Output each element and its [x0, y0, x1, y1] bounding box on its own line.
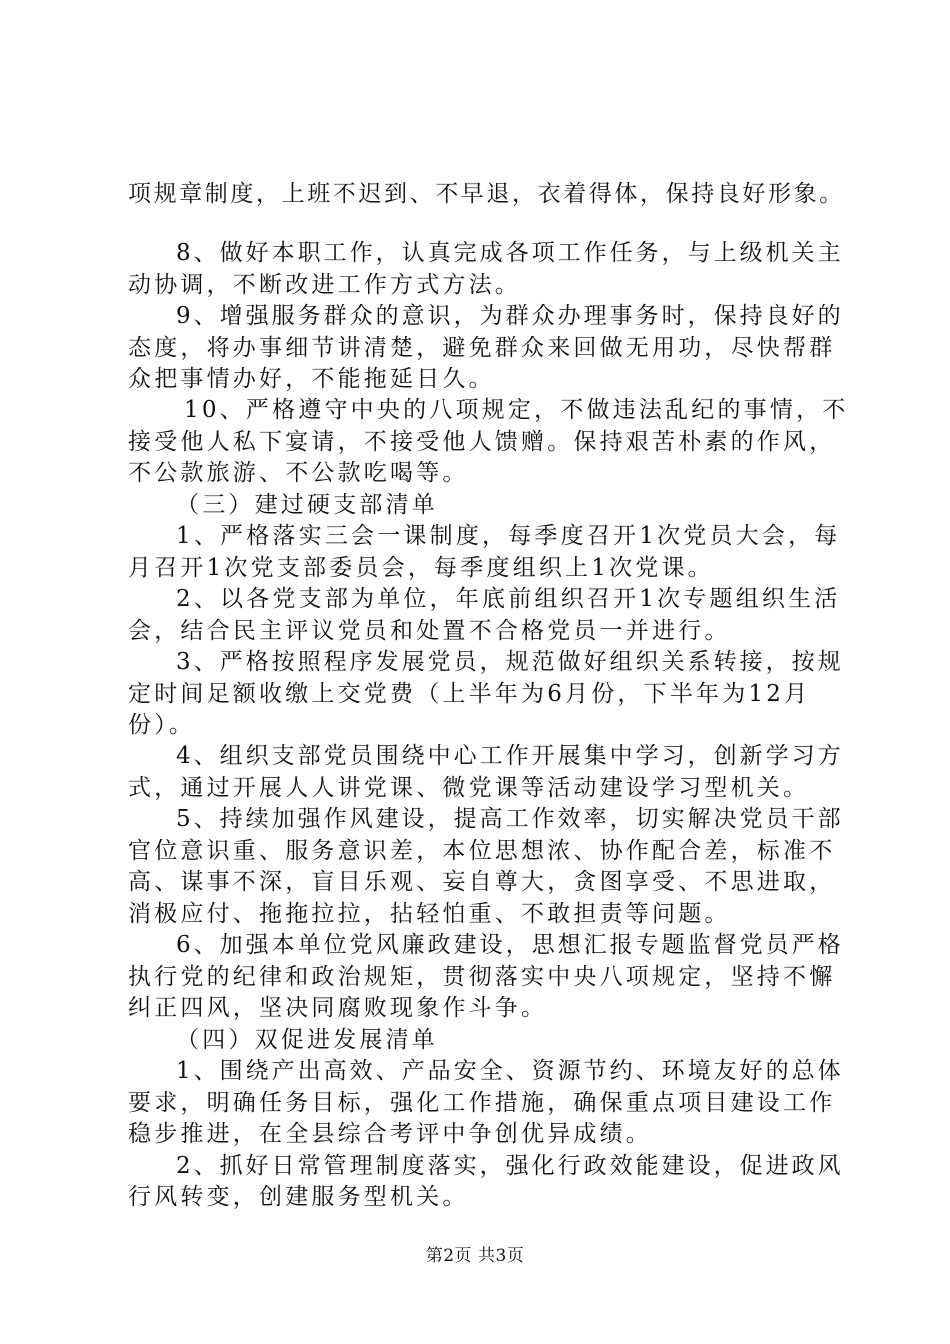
paragraph-line: 式，通过开展人人讲党课、微党课等活动建设学习型机关。: [128, 775, 810, 801]
paragraph-line: 5、持续加强作风建设，提高工作效率，切实解决党员干部: [176, 806, 844, 832]
paragraph-line: 2、抓好日常管理制度落实，强化行政效能建设，促进政风: [176, 1153, 844, 1179]
paragraph-line: 份）。: [128, 712, 196, 738]
paragraph-line: 2、以各党支部为单位，年底前组织召开1次专题组织生活: [176, 586, 841, 612]
paragraph-line: 众把事情办好，不能拖延日久。: [128, 366, 495, 392]
paragraph-line: 定时间足额收缴上交党费（上半年为6月份，下半年为12月: [128, 681, 811, 707]
paragraph-line: 3、严格按照程序发展党员，规范做好组织关系转接，按规: [176, 649, 844, 675]
paragraph-line: 10、严格遵守中央的八项规定，不做违法乱纪的事情，不: [184, 397, 849, 423]
paragraph-line: 执行党的纪律和政治规矩，贯彻落实中央八项规定，坚持不懈: [128, 964, 836, 990]
paragraph-line: 消极应付、拖拖拉拉，拈轻怕重、不敢担责等问题。: [128, 901, 731, 927]
paragraph-line: 4、组织支部党员围绕中心工作开展集中学习，创新学习方: [176, 743, 844, 769]
paragraph-line: 9、增强服务群众的意识，为群众办理事务时，保持良好的: [176, 303, 844, 329]
paragraph-line: 1、严格落实三会一课制度，每季度召开1次党员大会，每: [176, 523, 841, 549]
paragraph-line: 动协调，不断改进工作方式方法。: [128, 272, 521, 298]
paragraph-line: 接受他人私下宴请，不接受他人馈赠。保持艰苦朴素的作风，: [128, 429, 836, 455]
page-number-footer: 第2页 共3页: [425, 1246, 525, 1266]
paragraph-line: 官位意识重、服务意识差，本位思想浓、协作配合差，标准不: [128, 838, 836, 864]
paragraph-line: 高、谋事不深，盲目乐观、妄自尊大，贪图享受、不思进取，: [128, 869, 836, 895]
paragraph-line: 态度，将办事细节讲清楚，避免群众来回做无用功，尽快帮群: [128, 335, 836, 361]
paragraph-line: 要求，明确任务目标，强化工作措施，确保重点项目建设工作: [128, 1090, 836, 1116]
paragraph-line: 8、做好本职工作，认真完成各项工作任务，与上级机关主: [176, 240, 844, 266]
section-heading: （三）建过硬支部清单: [176, 492, 438, 518]
paragraph-line: 行风转变，创建服务型机关。: [128, 1184, 469, 1210]
paragraph-line: 1、围绕产出高效、产品安全、资源节约、环境友好的总体: [176, 1058, 844, 1084]
paragraph-line: 不公款旅游、不公款吃喝等。: [128, 460, 469, 486]
paragraph-line: 项规章制度，上班不迟到、不早退，衣着得体，保持良好形象。: [128, 181, 845, 207]
paragraph-line: 纠正四风，坚决同腐败现象作斗争。: [128, 995, 548, 1021]
paragraph-line: 6、加强本单位党风廉政建设，思想汇报专题监督党员严格: [176, 932, 844, 958]
paragraph-line: 会，结合民主评议党员和处置不合格党员一并进行。: [128, 618, 731, 644]
section-heading: （四）双促进发展清单: [176, 1027, 438, 1053]
paragraph-line: 稳步推进，在全县综合考评中争创优异成绩。: [128, 1121, 652, 1147]
paragraph-line: 月召开1次党支部委员会，每季度组织上1次党课。: [128, 555, 714, 581]
